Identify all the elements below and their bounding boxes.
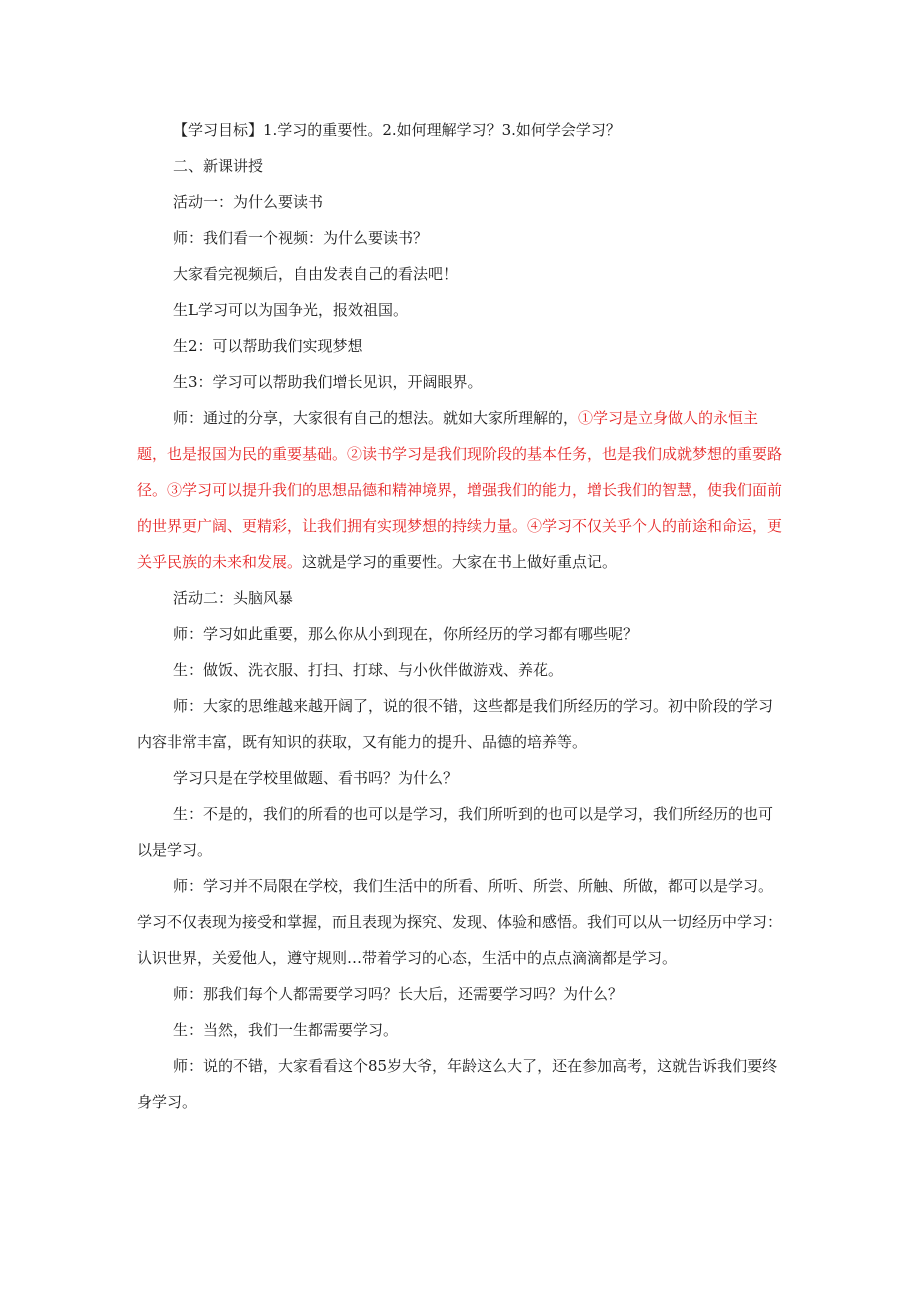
teacher-line-3: 师：大家的思维越来越开阔了，说的很不错，这些都是我们所经历的学习。初中阶段的学习内容非常丰富，既有知识的获取，又有能力的提升、品德的培养等。 (137, 697, 774, 751)
student-line-3: 生3：学习可以帮助我们增长见识，开阔眼界。 (173, 373, 483, 391)
teacher-line-1: 师：我们看一个视频：为什么要读书？ (173, 229, 429, 247)
question-line: 学习只是在学校里做题、看书吗？为什么？ (173, 769, 459, 787)
student-line-1: 生L学习可以为国争光，报效祖国。 (173, 301, 408, 319)
learning-goals: 【学习目标】1.学习的重要性。2.如何理解学习？3.如何学会学习？ (173, 121, 621, 139)
teacher-line-5: 师：那我们每个人都需要学习吗？长大后，还需要学习吗？为什么？ (173, 985, 624, 1003)
teacher-line-6: 师：说的不错，大家看看这个85岁大爷，年龄这么大了，还在参加高考，这就告诉我们要终身学习。 (137, 1057, 778, 1111)
activity-two-heading: 活动二：头脑风暴 (173, 589, 294, 607)
student-line-5: 生：不是的，我们的所看的也可以是学习，我们所听到的也可以是学习，我们所经历的也可以是学习。 (137, 805, 774, 859)
student-line-2: 生2：可以帮助我们实现梦想 (173, 337, 363, 355)
teacher-line-4: 师：学习并不局限在学校，我们生活中的所看、所听、所尝、所触、所做，都可以是学习。学习不仅表现为接受和掌握，而且表现为探究、发现、体验和感悟。我们可以从一切经历中学习：认识世界，关爱他人，遵守规则…带着学习的心态，生活中的点点滴滴都是学习。 (137, 877, 783, 967)
teacher-summary-highlight: ①学习是立身做人的永恒主题，也是报国为民的重要基础。②读书学习是我们现阶段的基本任务，也是我们成就梦想的重要路径。③学习可以提升我们的思想品德和精神境界，增强我们的能力，增长我们的智慧，使我们面前的世界更广阔、更精彩，让我们拥有实现梦想的持续力量。④学习不仅关乎个人的前途和命运，更关乎民族的未来和发展。 (137, 409, 783, 571)
teacher-summary (137, 400, 787, 580)
teacher-summary-tail: 这就是学习的重要性。大家在书上做好重点记。 (302, 553, 618, 571)
document-body (137, 112, 787, 1120)
instruction-line: 大家看完视频后，自由发表自己的看法吧！ (173, 265, 459, 283)
student-line-4: 生：做饭、洗衣服、打扫、打球、与小伙伴做游戏、养花。 (173, 661, 564, 679)
teacher-summary-lead: 师：通过的分享，大家很有自己的想法。就如大家所理解的， (173, 409, 579, 427)
activity-one-heading: 活动一：为什么要读书 (173, 193, 324, 211)
teacher-line-2: 师：学习如此重要，那么你从小到现在，你所经历的学习都有哪些呢？ (173, 625, 639, 643)
student-line-6: 生：当然，我们一生都需要学习。 (173, 1021, 399, 1039)
section-heading: 二、新课讲授 (173, 157, 264, 175)
